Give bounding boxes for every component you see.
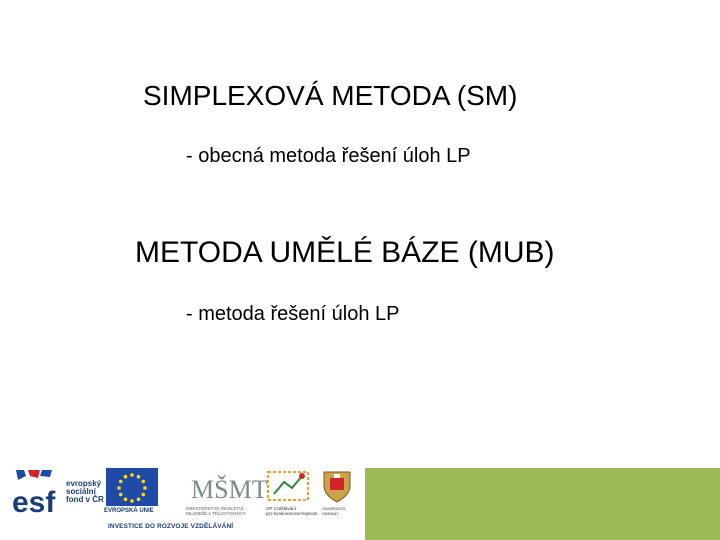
msmt-mark: MŠMT bbox=[191, 475, 268, 504]
op-text bbox=[266, 506, 318, 516]
esf-text-line: fond v ČR bbox=[66, 495, 104, 504]
esf-text-line: evropský bbox=[66, 479, 102, 488]
university-text-line: OBRANY bbox=[322, 511, 339, 516]
op-text-line: pro konkurenceschopnost bbox=[266, 511, 318, 516]
msmt-logo bbox=[183, 468, 268, 504]
eu-flag-logo bbox=[106, 468, 158, 506]
logo-strip bbox=[0, 462, 365, 540]
op-vk-logo bbox=[262, 468, 314, 504]
msmt-text bbox=[186, 506, 246, 516]
msmt-text-line: MINISTERSTVO ŠKOLSTVÍ, bbox=[186, 506, 245, 511]
green-accent-block bbox=[365, 468, 720, 540]
esf-text bbox=[66, 480, 104, 504]
esf-mark: esf bbox=[12, 486, 56, 519]
heading-artificial-basis-method: METODA UMĚLÉ BÁZE (MUB) bbox=[135, 236, 555, 269]
university-crest-logo bbox=[320, 468, 354, 504]
university-text-line: UNIVERZITA bbox=[322, 506, 346, 511]
description-simplex-method: - obecná metoda řešení úloh LP bbox=[186, 145, 471, 167]
esf-text-line: sociální bbox=[66, 487, 96, 496]
esf-logo bbox=[10, 468, 66, 518]
heading-simplex-method: SIMPLEXOVÁ METODA (SM) bbox=[143, 80, 518, 111]
university-text bbox=[322, 506, 345, 516]
msmt-text-line: MLÁDEŽE A TĚLOVÝCHOVY bbox=[186, 511, 246, 516]
op-text-line: OP Vzdělávání bbox=[266, 506, 296, 511]
investment-text: INVESTICE DO ROZVOJE VZDĚLÁVÁNÍ bbox=[108, 523, 234, 530]
eu-text: EVROPSKÁ UNIE bbox=[104, 508, 154, 514]
description-artificial-basis-method: - metoda řešení úloh LP bbox=[186, 303, 400, 325]
